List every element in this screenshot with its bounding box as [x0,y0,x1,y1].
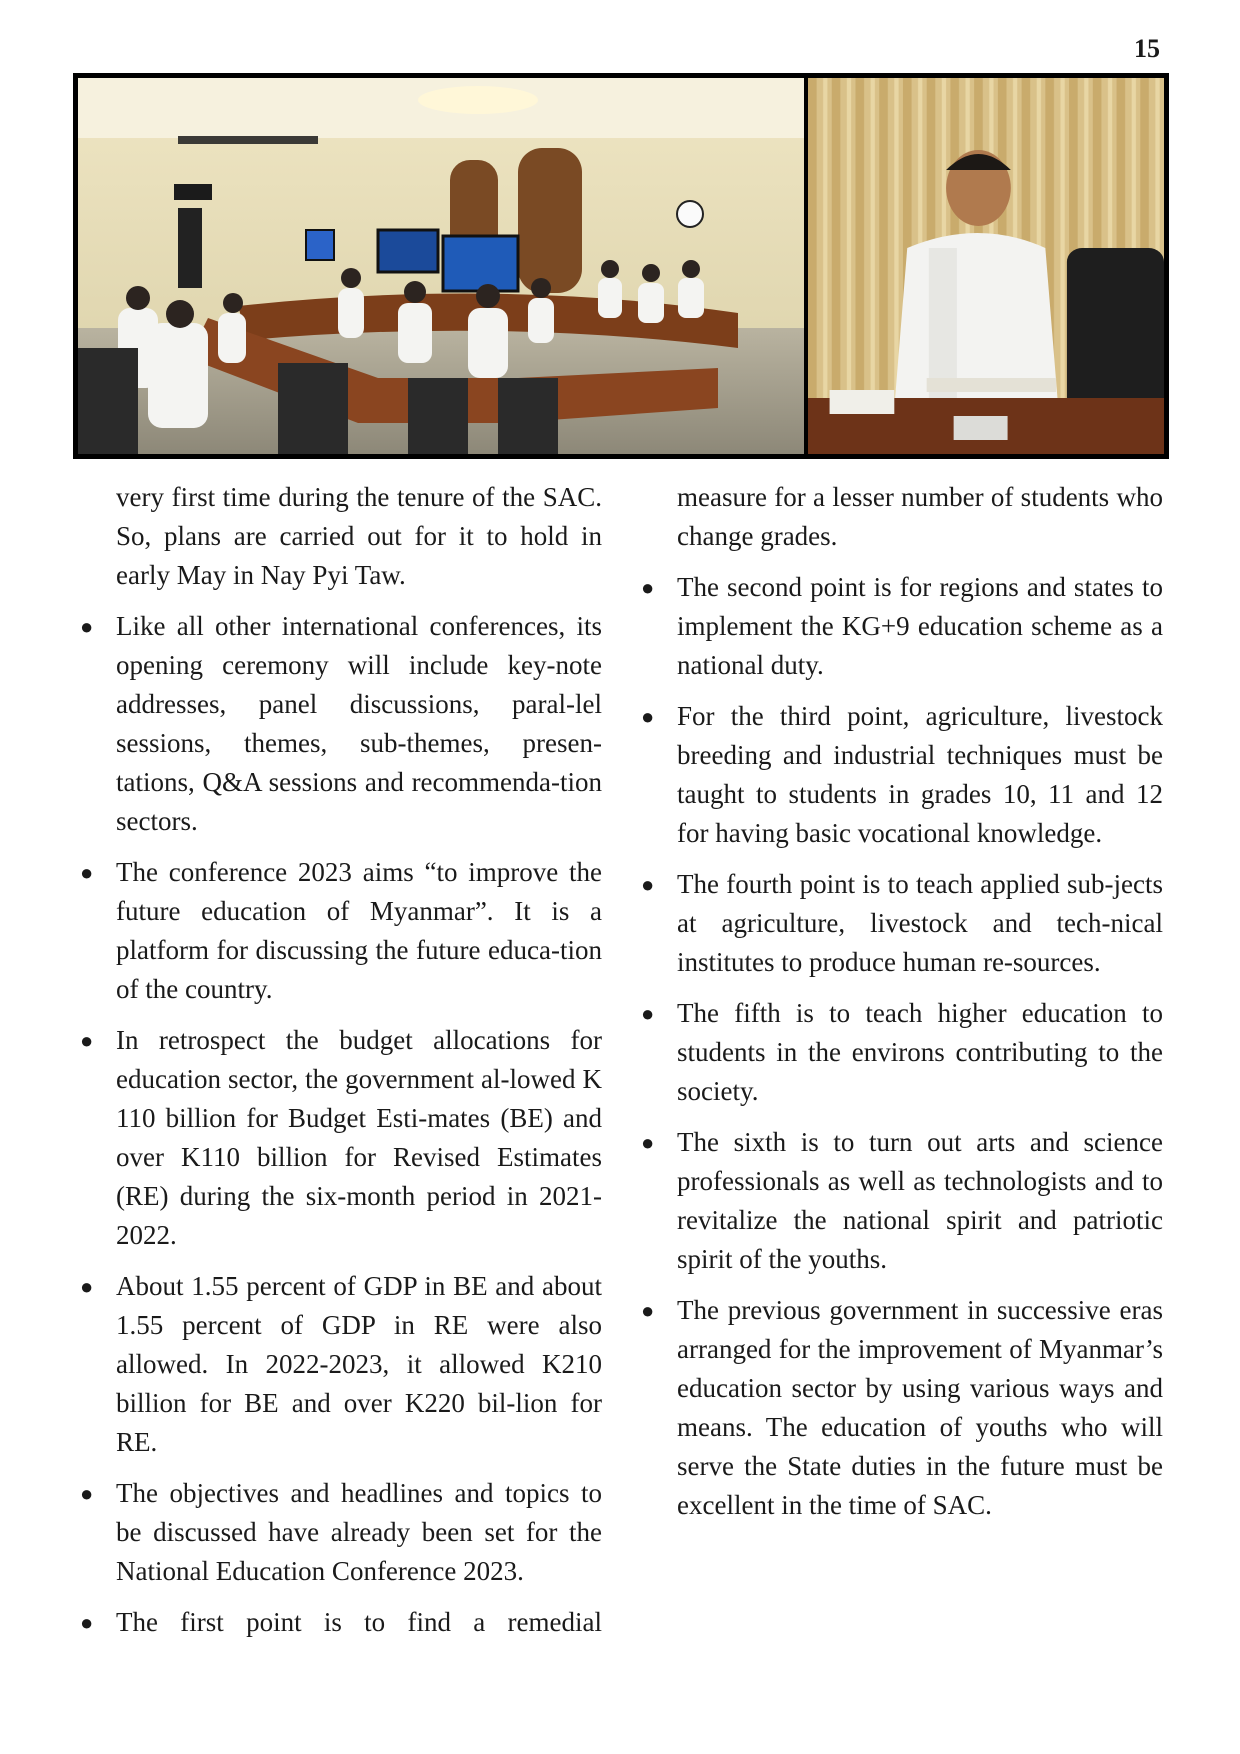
bullet-item: ● The objectives and headlines and topics to be discussed have already been set for the National Education Conference 2023. [116,1474,602,1591]
bullet-item: ● The first point is to find a remedial [116,1603,602,1642]
continuation-paragraph: very first time during the tenure of the SAC. So, plans are carried out for it to hold in early May in Nay Pyi Taw. [116,482,602,590]
bullet-item: ● Like all other international conferences, its opening ceremony will include key-note addresses, panel discussions, paral-lel sessions, themes, sub-themes, presen-tations, Q&A sessions and recommenda-tion sectors. [116,607,602,841]
right-column [639,478,1163,1537]
speaker-image [808,78,1164,454]
bullet-icon: ● [641,704,655,729]
bullet-item: ● The fourth point is to teach applied sub-jects at agriculture, livestock and tech-nical institutes to produce human re-sources. [677,865,1163,982]
bullet-icon: ● [80,1610,94,1635]
bullet-icon: ● [80,614,94,639]
bullet-item: ● The sixth is to turn out arts and science professionals as well as technologists and to revitalize the national spirit and patriotic spirit of the youths. [677,1123,1163,1279]
continuation-paragraph: measure for a lesser number of students who change grades. [677,482,1163,551]
bullet-icon: ● [641,1001,655,1026]
bullet-item: ● About 1.55 percent of GDP in BE and about 1.55 percent of GDP in RE were also allowed. In 2022-2023, it allowed K210 billion for BE and over K220 bil-lion for RE. [116,1267,602,1462]
bullet-icon: ● [80,1274,94,1299]
left-column [78,478,602,1654]
bullet-icon: ● [641,575,655,600]
bullet-icon: ● [80,1481,94,1506]
meeting-room-image [78,78,804,454]
bullet-icon: ● [80,1028,94,1053]
bullet-item: ● The second point is for regions and states to implement the KG+9 education scheme as a national duty. [677,568,1163,685]
bullet-icon: ● [641,1130,655,1155]
bullet-item: ● The previous government in successive eras arranged for the improvement of Myanmar’s education sector by using various ways and means. The education of youths who will serve the State duties in the future must be excellent in the time of SAC. [677,1291,1163,1525]
meeting-room-photo [78,78,804,454]
speaker-photo [808,78,1164,454]
bullet-icon: ● [80,860,94,885]
page-number: 15 [1134,34,1160,63]
photo-strip [73,73,1169,459]
bullet-icon: ● [641,1298,655,1323]
bullet-item: ● The conference 2023 aims “to improve the future education of Myanmar”. It is a platform for discussing the future educa-tion of the country. [116,853,602,1009]
bullet-item: ● For the third point, agriculture, livestock breeding and industrial techniques must be taught to students in grades 10, 11 and 12 for having basic vocational knowledge. [677,697,1163,853]
bullet-icon: ● [641,872,655,897]
bullet-item: ● In retrospect the budget allocations for education sector, the government al-lowed K 110 billion for Budget Esti-mates (BE) and over K110 billion for Revised Estimates (RE) during the six-month period in 2021-2022. [116,1021,602,1255]
bullet-item: ● The fifth is to teach higher education to students in the environs contributing to the society. [677,994,1163,1111]
